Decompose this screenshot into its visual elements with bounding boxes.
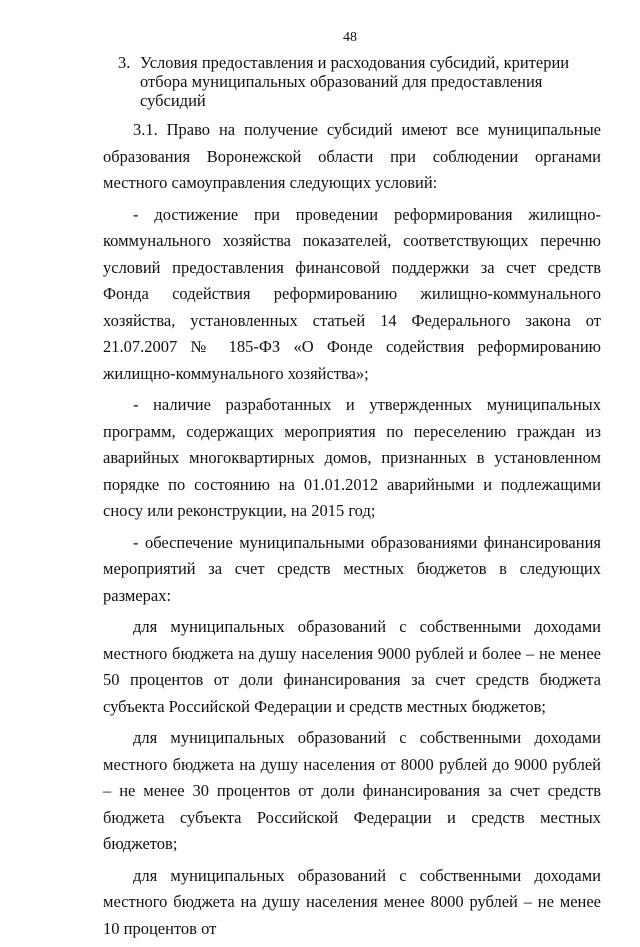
paragraph-condition-financing: - обеспечение муниципальными образованиями финансирования мероприятий за счет средств местных бюджетов в следующих размерах: bbox=[103, 532, 601, 605]
document-body bbox=[103, 117, 601, 947]
section-number: 3. bbox=[118, 53, 131, 72]
paragraph-3-1: 3.1. Право на получение субсидий имеют все муниципальные образования Воронежской области при соблюдении органами местного самоуправления следующих условий: bbox=[103, 120, 601, 192]
paragraph-rate-50: для муниципальных образований с собственными доходами местного бюджета на душу населения 9000 рублей и более – не менее 50 процентов от доли финансирования за счет средств бюджета субъекта Российской Федерации и средств местных бюджетов; bbox=[103, 617, 601, 716]
paragraph-condition-programs: - наличие разработанных и утвержденных муниципальных программ, содержащих мероприятия по переселению граждан из аварийных многоквартирных домов, признанных в установленном порядке по состоянию на 01.01.2012 аварийными и подлежащими сносу или реконструкции, на 2015 год; bbox=[103, 395, 601, 520]
paragraph-condition-reform: - достижение при проведении реформирования жилищно-коммунального хозяйства показателей, соответствующих перечню условий предоставления финансовой поддержки за счет средств Фонда содействия реформированию жилищно-коммунального хозяйства, установленных статьей 14 Федерального закона от 21.07.2007 № 185-ФЗ «О Фонде содействия реформированию жилищно-коммунального хозяйства»; bbox=[103, 204, 601, 383]
paragraph-rate-30: для муниципальных образований с собственными доходами местного бюджета на душу населения от 8000 рублей до 9000 рублей – не менее 30 процентов от доли финансирования за счет средств бюджета субъекта Российской Федерации и средств местных бюджетов; bbox=[103, 728, 601, 853]
page-number: 48 bbox=[343, 30, 357, 45]
section-title: Условия предоставления и расходования субсидий, критерии отбора муниципальных образований для предоставления субсидий bbox=[140, 53, 570, 110]
paragraph-rate-10: для муниципальных образований с собственными доходами местного бюджета на душу населения менее 8000 рублей – не менее 10 процентов от bbox=[103, 865, 601, 938]
section-heading bbox=[118, 53, 594, 110]
